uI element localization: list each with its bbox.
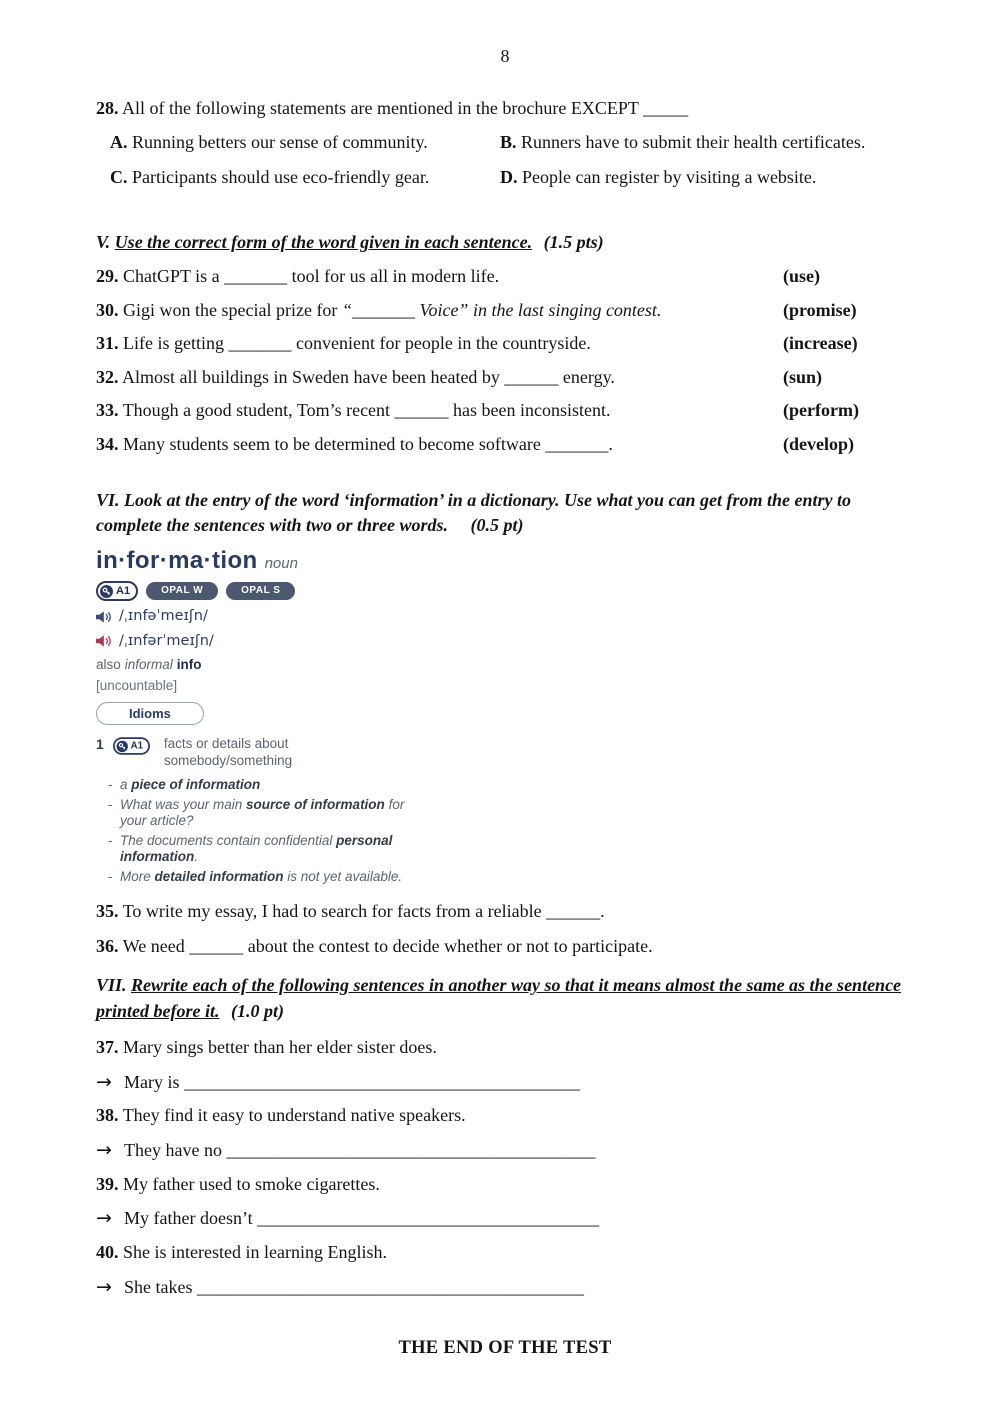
pronunciation-us-row: [96, 633, 476, 650]
level-badge[interactable]: [96, 581, 138, 601]
section-vii-heading: [96, 973, 914, 1025]
word-hint: (sun): [783, 366, 823, 387]
question-35: [96, 901, 914, 923]
end-of-test-label: THE END OF THE TEST: [398, 1337, 612, 1358]
word-hint: (increase): [783, 333, 858, 354]
question-number: 31.: [96, 333, 119, 354]
example-item: [108, 777, 422, 793]
question-text: Mary sings better than her elder sister does.: [123, 1037, 437, 1058]
answer-lead: She takes: [124, 1276, 193, 1297]
example-text: is not yet available.: [283, 869, 403, 885]
question-28-options: [96, 132, 914, 188]
question-text: To write my essay, I had to search for facts from a reliable ______.: [122, 901, 605, 922]
section-number: V.: [96, 232, 111, 253]
headword: in·for·ma·tion: [96, 547, 258, 575]
question-text-italic: “_______ Voice” in the last singing contest.: [341, 299, 662, 320]
answer-lead: Mary is: [124, 1071, 180, 1092]
question-number: 29.: [96, 265, 119, 286]
option-text: Participants should use eco-friendly gear.: [132, 166, 430, 187]
level-badge-label: A1: [130, 740, 143, 752]
question-40: [96, 1242, 914, 1264]
phonetic-uk: /ˌɪnfəˈmeɪʃn/: [119, 608, 208, 625]
question-30: [96, 300, 914, 322]
answer-lead: My father doesn’t: [124, 1208, 253, 1229]
example-item: [108, 797, 422, 829]
answer-blank[interactable]: ___________________________________________: [196, 1276, 584, 1297]
word-hint: (use): [783, 265, 820, 286]
headword-row: [96, 547, 476, 576]
question-29: [96, 266, 914, 288]
bullet: -: [108, 797, 113, 813]
arrow-icon: →: [96, 1207, 112, 1230]
question-28-stem: [96, 98, 914, 120]
example-text: .: [194, 849, 199, 865]
question-39: [96, 1174, 914, 1196]
option-text: Runners have to submit their health certificates.: [521, 132, 866, 153]
word-hint: (perform): [783, 400, 859, 421]
option-label: A.: [110, 132, 128, 153]
answer-line-38: [96, 1139, 914, 1162]
answer-line-37: [96, 1071, 914, 1094]
question-37: [96, 1037, 914, 1059]
question-text: Though a good student, Tom’s recent ______ has been inconsistent.: [122, 400, 611, 421]
question-text: ChatGPT is a _______ tool for us all in modern life.: [123, 265, 500, 286]
bullet: -: [108, 869, 113, 885]
example-text: The documents contain confidential: [120, 833, 337, 849]
question-number: 35.: [96, 901, 119, 922]
example-bold: detailed information: [154, 869, 284, 885]
sense-number: 1: [96, 736, 104, 753]
question-number: 33.: [96, 400, 119, 421]
answer-blank[interactable]: ____________________________________________: [184, 1071, 580, 1092]
question-text: Almost all buildings in Sweden have been heated by ______ energy.: [122, 366, 615, 387]
example-item: [108, 833, 422, 865]
option-label: D.: [500, 166, 518, 187]
opal-s-badge[interactable]: OPAL S: [226, 582, 295, 600]
section-v-heading: [96, 232, 914, 254]
question-number: 28.: [96, 97, 119, 118]
question-text: Life is getting _______ convenient for people in the countryside.: [123, 333, 591, 354]
word-hint: (develop): [783, 433, 854, 454]
question-text: They find it easy to understand native speakers.: [122, 1105, 466, 1126]
example-bold: source of information: [246, 797, 385, 813]
section-title: Rewrite each of the following sentences in another way so that it means almost the same as the sentence printed before it.: [96, 975, 902, 1022]
question-text: She is interested in learning English.: [123, 1242, 387, 1263]
section-number: VII.: [96, 975, 127, 996]
option-b: [500, 132, 914, 154]
opal-w-badge[interactable]: OPAL W: [146, 582, 218, 600]
option-label: C.: [110, 166, 128, 187]
section-points: (1.0 pt): [231, 1001, 284, 1022]
definition-text: facts or details about somebody/something: [163, 736, 293, 769]
level-badge-label: A1: [116, 584, 131, 597]
key-icon: [100, 585, 113, 598]
badges-row: [96, 581, 476, 601]
arrow-icon: →: [96, 1070, 112, 1093]
sense-level-badge: [113, 737, 150, 755]
key-icon: [116, 741, 127, 752]
speaker-icon[interactable]: [96, 611, 112, 623]
section-title: Look at the entry of the word ‘information’ in a dictionary. Use what you can get from the entry to complete the sentences with two or three words.: [96, 489, 852, 536]
also-label: also: [96, 656, 121, 672]
example-item: [108, 869, 422, 885]
example-bold: personal information: [120, 833, 393, 865]
phonetic-us: /ˌɪnfərˈmeɪʃn/: [119, 632, 214, 649]
option-text: Running betters our sense of community.: [132, 132, 428, 153]
section-number: VI.: [96, 489, 120, 510]
countability-label: [uncountable]: [96, 678, 178, 694]
section-title: Use the correct form of the word given in each sentence.: [114, 232, 533, 253]
question-number: 36.: [96, 935, 119, 956]
example-text: for your article?: [120, 797, 405, 829]
question-text: My father used to smoke cigarettes.: [123, 1173, 380, 1194]
also-row: [96, 657, 476, 673]
example-list: [96, 777, 476, 885]
arrow-icon: →: [96, 1275, 112, 1298]
option-a: [110, 132, 500, 154]
answer-blank[interactable]: ______________________________________: [257, 1208, 600, 1229]
option-d: [500, 167, 914, 189]
section-points: (0.5 pt): [470, 515, 524, 536]
example-bold: piece of information: [131, 777, 261, 793]
speaker-icon[interactable]: [96, 635, 112, 647]
question-32: [96, 367, 914, 389]
question-number: 34.: [96, 433, 119, 454]
option-text: People can register by visiting a website.: [522, 166, 817, 187]
question-number: 39.: [96, 1173, 119, 1194]
section-points: (1.5 pts): [543, 232, 604, 253]
question-38: [96, 1105, 914, 1127]
pronunciation-uk-row: [96, 608, 476, 625]
example-text: a: [120, 777, 132, 793]
question-number: 38.: [96, 1105, 119, 1126]
bullet: -: [108, 777, 113, 793]
question-31: [96, 333, 914, 355]
question-number: 30.: [96, 299, 119, 320]
answer-lead: They have no: [124, 1140, 222, 1161]
answer-line-39: [96, 1207, 914, 1230]
question-text: Gigi won the special prize for: [123, 299, 342, 320]
dictionary-entry: [96, 547, 476, 885]
arrow-icon: →: [96, 1139, 112, 1162]
option-c: [110, 167, 500, 189]
example-text: What was your main: [120, 797, 247, 813]
informal-variant: info: [176, 656, 202, 672]
question-text: All of the following statements are mentioned in the brochure EXCEPT _____: [122, 97, 689, 118]
question-34: [96, 434, 914, 456]
register-label: informal: [124, 656, 173, 672]
answer-blank[interactable]: _________________________________________: [226, 1140, 596, 1161]
example-text: More: [120, 869, 155, 885]
page-number: 8: [500, 46, 510, 66]
option-label: B.: [500, 132, 517, 153]
question-number: 40.: [96, 1242, 119, 1263]
question-36: [96, 936, 914, 958]
question-33: [96, 400, 914, 422]
bullet: -: [108, 833, 113, 849]
question-text: Many students seem to be determined to become software _______.: [123, 433, 613, 454]
question-number: 32.: [96, 366, 119, 387]
word-hint: (promise): [783, 299, 857, 320]
section-vi-heading: [96, 488, 914, 540]
question-number: 37.: [96, 1037, 119, 1058]
question-text: We need ______ about the contest to decide whether or not to participate.: [122, 935, 653, 956]
sense-1: [96, 736, 476, 770]
part-of-speech: noun: [264, 555, 298, 573]
idioms-button[interactable]: Idioms: [96, 702, 204, 725]
answer-line-40: [96, 1276, 914, 1299]
